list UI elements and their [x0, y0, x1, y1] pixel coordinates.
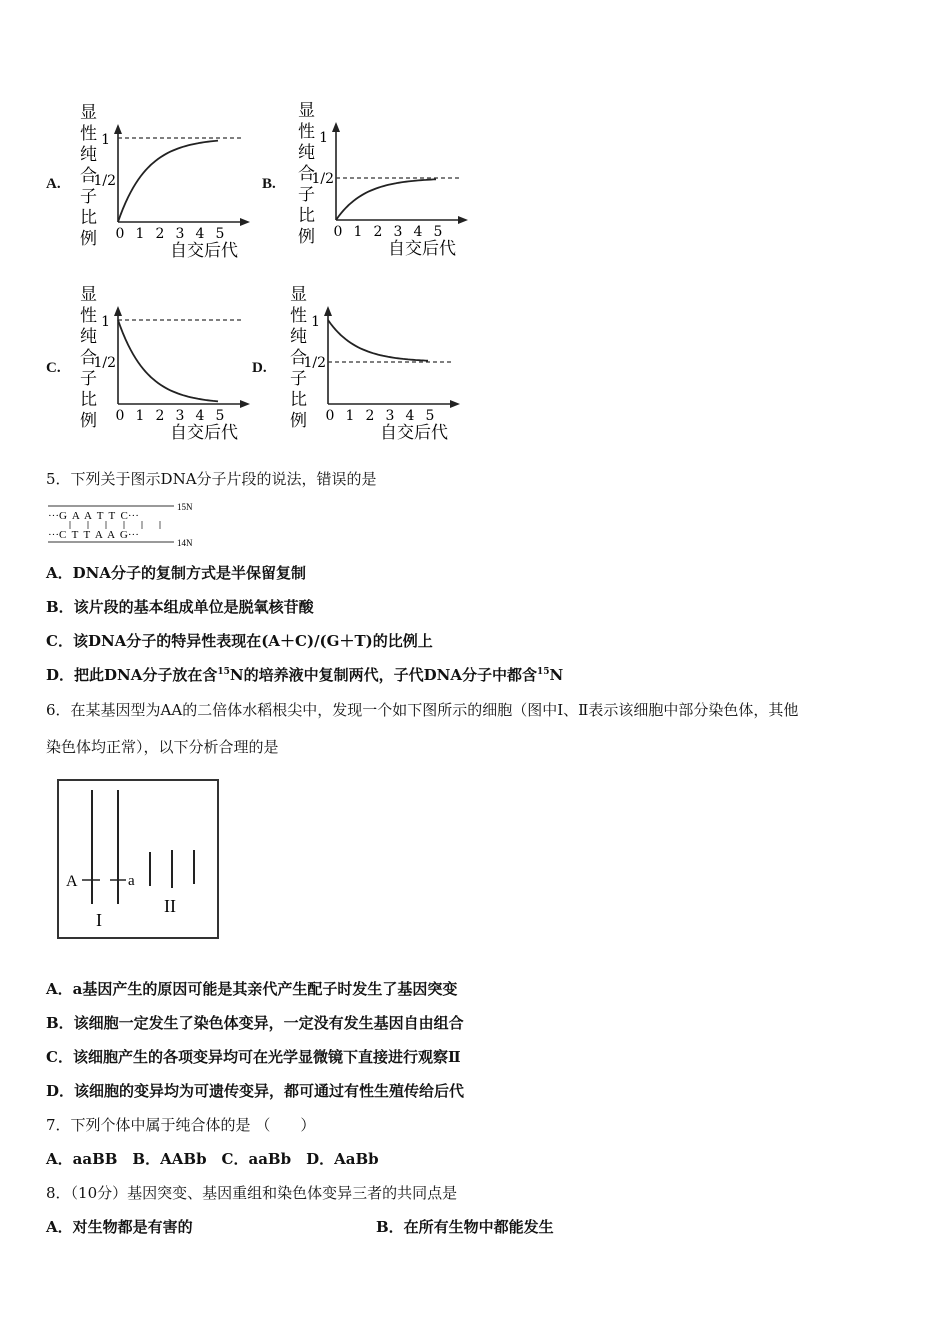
- x-axis-arrow: [240, 218, 250, 226]
- q5-optd-mid: N的培养液中复制两代，子代DNA分子中都含: [229, 666, 537, 684]
- y-axis-label-char: 纯: [80, 327, 97, 347]
- q8-option-a[interactable]: A．对生物都是有害的: [46, 1218, 193, 1236]
- label-15n: 15N: [177, 502, 193, 512]
- x-tick-label: 2: [373, 224, 383, 240]
- y-tick-label: 1/2: [93, 355, 116, 371]
- x-tick-label: 5: [425, 408, 435, 424]
- x-tick-label: 5: [215, 408, 225, 424]
- y-axis-label-char: 合: [290, 348, 307, 368]
- x-tick-label: 0: [325, 408, 335, 424]
- x-tick-label: 1: [135, 226, 145, 242]
- x-tick-label: 1: [353, 224, 363, 240]
- x-tick-label: 2: [155, 226, 165, 242]
- x-tick-label: 3: [175, 226, 185, 242]
- x-axis-label: 自交后代: [388, 239, 456, 259]
- y-axis-label-char: 显: [298, 101, 315, 121]
- x-tick-label: 4: [195, 226, 205, 242]
- x-axis-label: 自交后代: [170, 423, 238, 443]
- chart-option-b: [258, 98, 478, 268]
- dna-svg: [46, 498, 206, 550]
- y-axis-label-char: 子: [298, 185, 315, 205]
- chart-option-a: [40, 100, 260, 270]
- y-axis-label-char: 比: [80, 390, 97, 410]
- y-axis-label-char: 比: [290, 390, 307, 410]
- option-letter: D.: [252, 360, 267, 376]
- q6-option-d[interactable]: D．该细胞的变异均为可遗传变异，都可通过有性生殖传给后代: [46, 1082, 465, 1100]
- y-axis-label-char: 比: [80, 208, 97, 228]
- chart-a-svg: [40, 100, 260, 270]
- y-axis-label-char: 纯: [290, 327, 307, 347]
- y-axis-label-char: 性: [80, 306, 97, 326]
- q8-option-b[interactable]: B．在所有生物中都能发生: [376, 1218, 554, 1236]
- q5-stem: 5．下列关于图示DNA分子片段的说法，错误的是: [46, 470, 377, 488]
- y-axis-label-char: 合: [80, 348, 97, 368]
- q7-options[interactable]: A．aaBB B．AABb C．aaBb D．AaBb: [46, 1150, 379, 1168]
- q5-option-a[interactable]: A．DNA分子的复制方式是半保留复制: [46, 564, 306, 582]
- q5-optd-end: N: [549, 666, 564, 684]
- x-axis-arrow: [458, 216, 468, 224]
- y-axis-label-char: 子: [290, 369, 307, 389]
- chart-d-svg: [250, 282, 480, 452]
- x-axis-label: 自交后代: [170, 241, 238, 261]
- y-axis-arrow: [114, 306, 122, 316]
- x-tick-label: 3: [393, 224, 403, 240]
- proportion-curve: [328, 320, 428, 361]
- y-axis-label-char: 纯: [298, 143, 315, 163]
- y-axis-label-char: 显: [80, 103, 97, 123]
- q5-option-b[interactable]: B．该片段的基本组成单位是脱氧核苷酸: [46, 598, 314, 616]
- x-tick-label: 0: [115, 408, 125, 424]
- y-axis-label-char: 显: [80, 285, 97, 305]
- x-tick-label: 3: [175, 408, 185, 424]
- q5-option-d[interactable]: [46, 664, 563, 686]
- x-tick-label: 5: [215, 226, 225, 242]
- q6-option-c[interactable]: C．该细胞产生的各项变异均可在光学显微镜下直接进行观察Ⅱ: [46, 1048, 461, 1066]
- y-tick-label: 1: [101, 132, 110, 148]
- x-axis-arrow: [450, 400, 460, 408]
- q5-optd-pre: D．把此DNA分子放在含: [46, 666, 218, 684]
- y-axis-label-char: 合: [80, 166, 97, 186]
- q8-stem: 8．（10分）基因突变、基因重组和染色体变异三者的共同点是: [46, 1184, 458, 1202]
- y-axis-arrow: [332, 122, 340, 132]
- y-axis-arrow: [324, 306, 332, 316]
- base-pair-bonds: [70, 521, 160, 529]
- label-chromosome-ii: II: [164, 896, 176, 916]
- dna-figure: [46, 498, 206, 550]
- y-axis-label-char: 子: [80, 369, 97, 389]
- q5-option-c[interactable]: C．该DNA分子的特异性表现在(A＋C)/(G＋T)的比例上: [46, 632, 433, 650]
- y-axis-label-char: 子: [80, 187, 97, 207]
- dna-bottom-seq: ···C T T A A G···: [48, 529, 139, 541]
- y-tick-label: 1: [101, 314, 110, 330]
- q5-optd-sup2: 15: [536, 667, 550, 677]
- y-axis-label-char: 合: [298, 164, 315, 184]
- option-letter: C.: [46, 360, 61, 376]
- y-axis-label-char: 例: [80, 229, 97, 249]
- chart-option-c: [40, 282, 260, 452]
- y-axis-label-char: 例: [298, 227, 315, 247]
- y-axis-label-char: 显: [290, 285, 307, 305]
- x-axis-arrow: [240, 400, 250, 408]
- x-tick-label: 2: [365, 408, 375, 424]
- label-chromosome-i: I: [96, 910, 102, 930]
- y-tick-label: 1/2: [93, 173, 116, 189]
- q5-optd-sup1: 15: [217, 667, 230, 677]
- option-letter: B.: [262, 176, 276, 192]
- q6-option-a[interactable]: A．a基因产生的原因可能是其亲代产生配子时发生了基因突变: [46, 980, 458, 998]
- label-14n: 14N: [177, 538, 193, 548]
- y-tick-label: 1: [319, 130, 328, 146]
- x-tick-label: 4: [195, 408, 205, 424]
- cell-figure: [54, 776, 224, 946]
- y-axis-label-char: 例: [290, 411, 307, 431]
- x-tick-label: 1: [135, 408, 145, 424]
- y-axis-label-char: 比: [298, 206, 315, 226]
- proportion-curve: [336, 179, 436, 220]
- gene-label-upper-a: A: [66, 873, 78, 890]
- y-axis-label-char: 纯: [80, 145, 97, 165]
- x-tick-label: 4: [405, 408, 415, 424]
- q6-stem-line1: 6．在某基因型为AA的二倍体水稻根尖中，发现一个如下图所示的细胞（图中Ⅰ、Ⅱ表示该细胞中部分染色体，其他: [46, 701, 799, 719]
- y-axis-label-char: 例: [80, 411, 97, 431]
- option-letter: A.: [46, 176, 61, 192]
- x-tick-label: 2: [155, 408, 165, 424]
- dna-top-seq: ···G A A T T C···: [48, 510, 139, 522]
- x-tick-label: 0: [333, 224, 343, 240]
- x-tick-label: 1: [345, 408, 355, 424]
- q7-stem: 7．下列个体中属于纯合体的是 （ ）: [46, 1116, 316, 1134]
- q6-option-b[interactable]: B．该细胞一定发生了染色体变异，一定没有发生基因自由组合: [46, 1014, 464, 1032]
- x-axis-label: 自交后代: [380, 423, 448, 443]
- chart-b-svg: [258, 98, 478, 268]
- x-tick-label: 0: [115, 226, 125, 242]
- proportion-curve: [118, 320, 218, 401]
- cell-svg: [54, 776, 224, 946]
- chart-option-d: [250, 282, 480, 452]
- y-tick-label: 1: [311, 314, 320, 330]
- x-tick-label: 3: [385, 408, 395, 424]
- x-tick-label: 4: [413, 224, 423, 240]
- chart-c-svg: [40, 282, 260, 452]
- q6-stem-line2: 染色体均正常），以下分析合理的是: [46, 738, 279, 756]
- y-axis-label-char: 性: [80, 124, 97, 144]
- y-axis-label-char: 性: [298, 122, 315, 142]
- y-tick-label: 1/2: [311, 171, 334, 187]
- y-axis-label-char: 性: [290, 306, 307, 326]
- proportion-curve: [118, 141, 218, 222]
- gene-label-lower-a: a: [128, 873, 135, 889]
- y-axis-arrow: [114, 124, 122, 134]
- x-tick-label: 5: [433, 224, 443, 240]
- y-tick-label: 1/2: [303, 355, 326, 371]
